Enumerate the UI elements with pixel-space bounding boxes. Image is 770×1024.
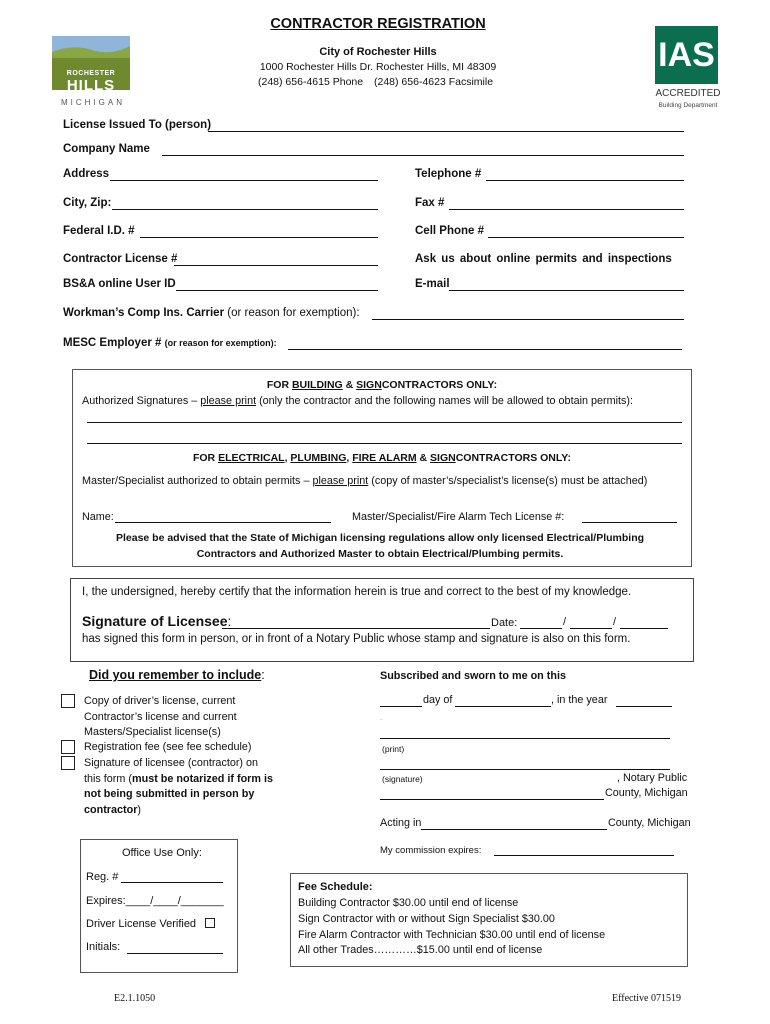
notary-heading: Subscribed and sworn to me on this bbox=[380, 670, 566, 682]
email-line[interactable] bbox=[449, 290, 684, 291]
checkbox-driver-verified[interactable] bbox=[205, 918, 215, 928]
date-slash-1: / bbox=[563, 616, 567, 628]
licensing-advisory: Please be advised that the State of Michigan licensing regulations allow only licensed Electrical/Plumbing Contractors and Authorized Master to obtain Electrical/Plumbing permits. bbox=[115, 532, 645, 560]
commission-expires-line[interactable] bbox=[494, 855, 674, 856]
date-slash-2: / bbox=[613, 616, 617, 628]
date-month-line[interactable] bbox=[520, 628, 562, 629]
workmans-comp-bold: Workman’s Comp Ins. Carrier bbox=[63, 307, 225, 319]
signed-note: has signed this form in person, or in front of a Notary Public whose stamp and signature is also on this form. bbox=[82, 633, 631, 645]
fax-label: Fax # bbox=[415, 197, 445, 209]
trades-fire-alarm: FIRE ALARM bbox=[352, 452, 417, 464]
license-issued-label: License Issued To (person) bbox=[63, 119, 212, 131]
address-line[interactable] bbox=[110, 180, 378, 181]
bsa-user-label: BS&A online User ID bbox=[63, 278, 176, 290]
notary-day-of: day of bbox=[423, 694, 453, 706]
trades-amp: & bbox=[419, 452, 428, 464]
workmans-comp-label bbox=[63, 307, 360, 319]
checklist-item-3 bbox=[84, 756, 276, 818]
online-permits-note: Ask us about online permits and inspections bbox=[415, 253, 672, 265]
trades-plumbing: PLUMBING bbox=[290, 452, 347, 464]
contractor-license-label: Contractor License # bbox=[63, 253, 178, 265]
notary-public-label: , Notary Public bbox=[617, 772, 688, 784]
fee-item-other-trades: All other Trades…………$15.00 until end of license bbox=[298, 944, 543, 956]
form-code: E2.1.1050 bbox=[114, 993, 156, 1004]
item3-a: Signature of licensee (contractor) on this form ( bbox=[84, 757, 259, 785]
address-label: Address bbox=[63, 168, 110, 180]
federal-id-label: Federal I.D. # bbox=[63, 225, 135, 237]
checkbox-signature[interactable] bbox=[61, 756, 75, 770]
notary-print-label: (print) bbox=[382, 744, 405, 754]
acting-in-label: Acting in bbox=[380, 817, 422, 829]
ias-logo bbox=[655, 26, 721, 118]
mesc-rest: (or reason for exemption): bbox=[164, 338, 277, 348]
ias-accredited: ACCREDITED bbox=[655, 88, 721, 99]
auth-b: (only the contractor and the following names will be allowed to obtain permits): bbox=[259, 395, 633, 407]
office-expires-label bbox=[86, 895, 224, 907]
master-a: Master/Specialist authorized to obtain permits – bbox=[82, 475, 310, 487]
item3-b: must be notarized if form is not being submitted in person by contractor bbox=[84, 772, 273, 816]
cell-phone-label: Cell Phone # bbox=[415, 225, 485, 237]
workmans-comp-line[interactable] bbox=[372, 319, 684, 320]
effective-date: Effective 071519 bbox=[612, 993, 681, 1004]
acting-in-line[interactable] bbox=[421, 829, 607, 830]
bsa-user-line[interactable] bbox=[176, 290, 378, 291]
ias-mark: IAS bbox=[655, 26, 718, 84]
page-title: CONTRACTOR REGISTRATION bbox=[270, 16, 486, 32]
license-issued-line[interactable] bbox=[208, 131, 684, 132]
workmans-comp-rest: (or reason for exemption): bbox=[227, 307, 360, 319]
ias-subtext: Building Department bbox=[658, 102, 718, 109]
auth-a: Authorized Signatures – bbox=[82, 395, 198, 407]
mesc-bold: MESC Employer # bbox=[63, 337, 162, 349]
notary-signature-label: (signature) bbox=[382, 774, 423, 784]
date-year-line[interactable] bbox=[620, 628, 668, 629]
mesc-label bbox=[63, 337, 277, 349]
company-name-label: Company Name bbox=[63, 143, 150, 155]
federal-id-line[interactable] bbox=[140, 237, 378, 238]
trades-electrical: ELECTRICAL bbox=[218, 452, 285, 464]
trades-comma2: , bbox=[346, 452, 350, 464]
master-b: (copy of master’s/specialist’s license(s) must be attached) bbox=[371, 475, 648, 487]
city-zip-label: City, Zip: bbox=[63, 197, 112, 209]
org-fax: (248) 656-4623 Facsimile bbox=[374, 76, 494, 88]
notary-in-year: , in the year bbox=[551, 694, 608, 706]
master-license-label: Master/Specialist/Fire Alarm Tech License #: bbox=[352, 511, 565, 523]
building-for: FOR bbox=[266, 379, 290, 391]
building-amp: & bbox=[345, 379, 354, 391]
building-word: BUILDING bbox=[291, 379, 343, 391]
auth-signature-line-2[interactable] bbox=[87, 443, 682, 444]
notary-print-line[interactable] bbox=[380, 738, 670, 739]
name-label: Name: bbox=[82, 511, 114, 523]
org-name: City of Rochester Hills bbox=[319, 46, 437, 58]
licensee-signature-label bbox=[82, 613, 231, 629]
mesc-line[interactable] bbox=[288, 349, 682, 350]
checklist-item-2: Registration fee (see fee schedule) bbox=[84, 741, 252, 753]
fee-item-building: Building Contractor $30.00 until end of license bbox=[298, 897, 519, 909]
trades-comma1: , bbox=[284, 452, 288, 464]
trades-heading bbox=[72, 452, 692, 464]
sig-label-text: Signature of Licensee bbox=[82, 613, 228, 629]
commission-expires-label: My commission expires: bbox=[380, 845, 482, 856]
auth-signature-line-1[interactable] bbox=[87, 422, 682, 423]
acting-county-label: County, Michigan bbox=[608, 817, 691, 829]
authorized-signatures-text bbox=[82, 395, 686, 407]
office-reg-line[interactable] bbox=[121, 882, 223, 883]
driver-verified-label: Driver License Verified bbox=[86, 918, 197, 930]
checklist-colon: : bbox=[261, 668, 265, 682]
notary-signature-line[interactable] bbox=[380, 769, 670, 770]
checkbox-registration-fee[interactable] bbox=[61, 740, 75, 754]
office-reg-label: Reg. # bbox=[86, 871, 119, 883]
checklist-item-1: Copy of driver’s license, current Contractor’s license and current Masters/Specialist license(s) bbox=[84, 695, 237, 738]
checklist-heading bbox=[89, 668, 265, 682]
fee-item-sign: Sign Contractor with or without Sign Specialist $30.00 bbox=[298, 913, 555, 925]
trades-sign: SIGN bbox=[430, 452, 456, 464]
master-license-line[interactable] bbox=[582, 522, 677, 523]
auth-print: please print bbox=[200, 395, 257, 407]
office-initials-line[interactable] bbox=[127, 953, 223, 954]
notary-month-line[interactable] bbox=[455, 706, 551, 707]
office-initials-label: Initials: bbox=[86, 941, 121, 953]
trades-only: CONTRACTORS ONLY: bbox=[455, 452, 572, 464]
checklist-heading-text: Did you remember to include bbox=[89, 668, 262, 682]
building-only: CONTRACTORS ONLY: bbox=[381, 379, 498, 391]
contractor-license-line[interactable] bbox=[174, 265, 378, 266]
name-line[interactable] bbox=[115, 522, 331, 523]
master-specialist-text bbox=[82, 473, 662, 489]
logo-text-hills: HILLS bbox=[66, 77, 116, 94]
date-label: Date: bbox=[491, 617, 518, 629]
telephone-line[interactable] bbox=[486, 180, 684, 181]
date-day-line[interactable] bbox=[570, 628, 612, 629]
sig-colon: : bbox=[227, 613, 232, 629]
notary-county-label: County, Michigan bbox=[605, 787, 688, 799]
building-sign: SIGN bbox=[356, 379, 382, 391]
checkbox-drivers-license[interactable] bbox=[61, 694, 75, 708]
city-zip-line[interactable] bbox=[112, 209, 378, 210]
fee-item-fire-alarm: Fire Alarm Contractor with Technician $30.00 until end of license bbox=[298, 929, 606, 941]
certify-statement: I, the undersigned, hereby certify that the information herein is true and correct to the best of my knowledge. bbox=[82, 586, 632, 598]
notary-county-line[interactable] bbox=[380, 799, 604, 800]
notary-day-line[interactable] bbox=[380, 706, 422, 707]
city-logo bbox=[52, 36, 134, 110]
licensee-signature-line[interactable] bbox=[222, 628, 490, 629]
company-name-line[interactable] bbox=[162, 155, 684, 156]
item3-c: ) bbox=[137, 803, 142, 816]
org-address: 1000 Rochester Hills Dr. Rochester Hills, MI 48309 bbox=[259, 61, 497, 73]
master-print: please print bbox=[312, 475, 369, 487]
logo-text-michigan: MICHIGAN bbox=[61, 98, 125, 107]
org-phone: (248) 656-4615 Phone bbox=[258, 76, 364, 88]
telephone-label: Telephone # bbox=[415, 168, 482, 180]
notary-dot: . bbox=[380, 713, 383, 722]
fee-schedule-title: Fee Schedule: bbox=[298, 881, 373, 893]
email-label: E-mail bbox=[415, 278, 450, 290]
notary-year-line[interactable] bbox=[616, 706, 672, 707]
office-use-title: Office Use Only: bbox=[122, 847, 202, 859]
fax-line[interactable] bbox=[449, 209, 684, 210]
trades-for: FOR bbox=[192, 452, 216, 464]
office-expires-blanks[interactable]: ____/____/_______ bbox=[125, 895, 224, 907]
cell-phone-line[interactable] bbox=[488, 237, 684, 238]
logo-text-rochester: ROCHESTER bbox=[66, 70, 116, 77]
office-expires-text: Expires: bbox=[86, 895, 126, 907]
building-heading bbox=[72, 379, 692, 391]
